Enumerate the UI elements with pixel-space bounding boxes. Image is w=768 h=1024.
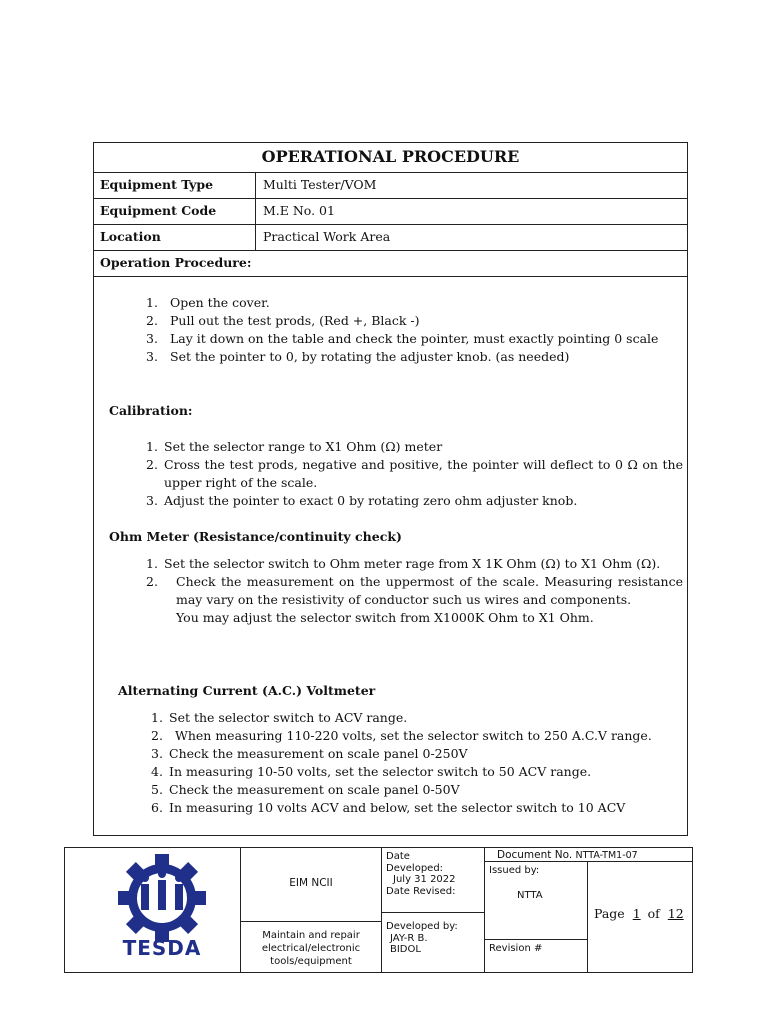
list-item: 3. Lay it down on the table and check the pointer, must exactly pointing 0 scale [146,331,659,346]
list-item: 4. In measuring 10-50 volts, set the selector switch to 50 ACV range. [151,764,592,779]
field-value: Multi Tester/VOM [263,177,377,192]
calibration-heading: Calibration: [109,403,193,418]
page-number: 1 [632,906,641,921]
competency-cell: Maintain and repair electrical/electronic tools/equipment [241,922,382,972]
doc-no-label: Document No. [497,849,573,861]
revision-cell: Revision # [485,940,588,972]
operation-steps [146,294,683,366]
issued-by-value: NTTA [517,890,543,901]
page-total: 12 [667,906,684,921]
developed-by-cell [382,913,485,972]
list-item: 1. Open the cover. [146,295,270,310]
issued-by-cell [485,862,588,940]
list-item: 5. Check the measurement on scale panel 0-50V [151,782,460,797]
list-item: 6. In measuring 10 volts ACV and below, set the selector switch to 10 ACV [151,800,626,815]
list-item: 1. Set the selector range to X1 Ohm (Ω) meter [146,439,443,454]
document-number-cell [485,848,692,862]
document-footer [64,847,693,973]
list-item: 3. Set the pointer to 0, by rotating the adjuster knob. (as needed) [146,349,570,364]
ohm-meter-note: You may adjust the selector switch from X1000K Ohm to X1 Ohm. [176,610,594,625]
page-of: of [647,906,660,921]
developed-by-name: JAY-R B. BIDOL [390,932,428,955]
qualification-cell: EIM NCII [241,848,382,922]
field-row-location [94,225,687,251]
ac-voltmeter-heading: Alternating Current (A.C.) Voltmeter [118,683,376,698]
list-item: 2. Pull out the test prods, (Red +, Black -) [146,313,420,328]
developed-by-label: Developed by: [386,921,458,932]
logo-text: TESDA [122,936,202,960]
ohm-meter-heading: Ohm Meter (Resistance/continuity check) [109,529,402,544]
date-label: Date [386,851,410,862]
field-row-equipment-code [94,199,687,225]
field-row-equipment-type [94,173,687,199]
operation-procedure-label: Operation Procedure: [94,251,687,277]
list-item: 3. Adjust the pointer to exact 0 by rotating zero ohm adjuster knob. [146,493,578,508]
revised-label: Date Revised: [386,885,456,897]
ohm-meter-steps [146,555,683,627]
developed-label: Developed: [386,862,444,874]
list-item: 2. Cross the test prods, negative and positive, the pointer will deflect to 0 Ω on the upper right of the scale. [146,457,683,490]
page-cell [588,862,692,972]
field-label: Location [94,225,256,250]
page-label: Page [594,906,625,921]
date-cell [382,848,485,913]
field-label: Equipment Code [94,199,256,224]
list-item: 3. Check the measurement on scale panel 0-250V [151,746,468,761]
issued-by-label: Issued by: [489,865,540,876]
logo-cell [65,848,241,972]
ac-voltmeter-steps [151,709,683,817]
field-value: M.E No. 01 [263,203,335,218]
calibration-steps [146,438,683,510]
list-item: 2. Check the measurement on the uppermost of the scale. Measuring resistance may vary on the resistivity of conductor such us wires and components. [146,574,683,607]
list-item: 2. When measuring 110-220 volts, set the selector switch to 250 A.C.V range. [151,728,652,743]
list-item: 1. Set the selector switch to ACV range. [151,710,408,725]
field-value: Practical Work Area [263,229,391,244]
developed-date: July 31 2022 [393,874,456,885]
doc-no: NTTA-TM1-07 [575,850,638,861]
field-label: Equipment Type [94,173,256,198]
procedure-form [93,142,688,836]
page-title: OPERATIONAL PROCEDURE [94,143,687,173]
list-item: 1. Set the selector switch to Ohm meter rage from X 1K Ohm (Ω) to X1 Ohm (Ω). [146,556,661,571]
